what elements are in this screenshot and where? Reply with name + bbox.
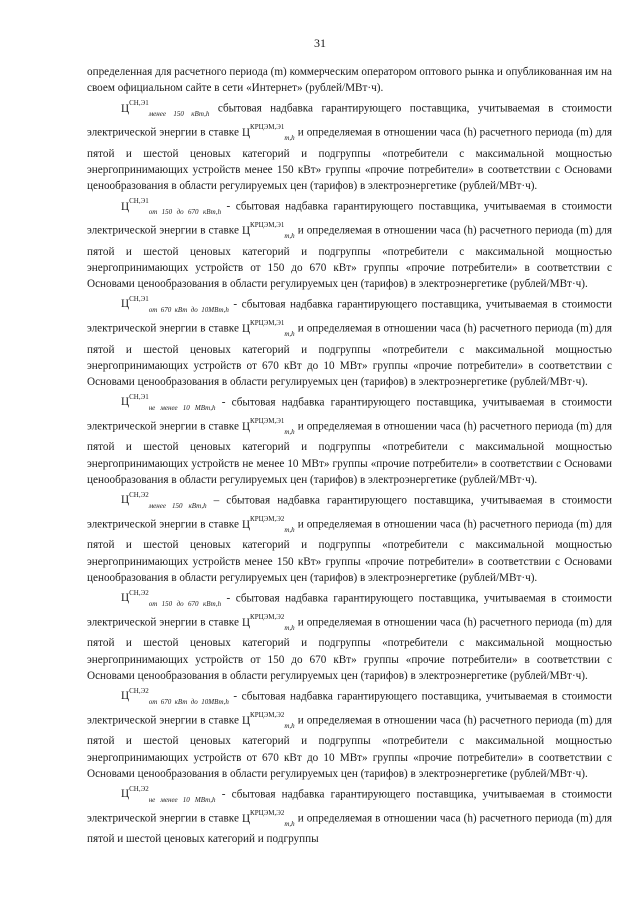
symbol-superscript: КРЦЭМ,Э1	[250, 319, 285, 328]
definition-lead-text: сбытовая надбавка гарантирующего поставщика, учитываемая в стоимости электрической энергии в ставке	[87, 102, 612, 139]
symbol-superscript: СН,Э1	[129, 196, 149, 205]
symbol-subscript: от 670 кВт до 10МВт,h	[148, 697, 229, 706]
symbol-letter: Ц	[241, 420, 251, 433]
symbol-superscript: СН,Э1	[129, 294, 149, 303]
symbol-subscript: менее 150 кВт,h	[148, 501, 207, 510]
symbol-letter: Ц	[121, 592, 130, 605]
intro-paragraph: определенная для расчетного периода (m) коммерческим оператором оптового рынка и опубликованная им на своем официальном сайте в сети «Интернет» (рублей/МВт·ч).	[87, 66, 612, 95]
definition-paragraph	[87, 783, 612, 848]
symbol-letter: Ц	[241, 812, 251, 825]
rate-symbol	[241, 613, 295, 632]
symbol-subscript: не менее 10 МВт,h	[148, 795, 216, 804]
symbol-superscript: СН,Э2	[129, 686, 149, 695]
rate-symbol	[241, 123, 295, 143]
markup-symbol	[121, 784, 216, 804]
markup-symbol	[121, 392, 216, 412]
symbol-subscript: m,h	[284, 819, 295, 828]
rate-symbol	[241, 221, 295, 241]
page-number: 31	[314, 36, 326, 50]
markup-symbol	[121, 588, 222, 608]
symbol-subscript: m,h	[284, 428, 295, 437]
rate-symbol	[241, 417, 295, 437]
definition-lead-text: - сбытовая надбавка гарантирующего поставщика, учитываемая в стоимости электрической энергии в ставке	[87, 396, 613, 433]
definition-tail-text: и определяемая в отношении часа (h) расчетного периода (m) для пятой и шестой ценовых категорий и подгруппы «потребители с максимальной мощностью энергопринимающих устройств от 150 до 670 кВт» группы «прочие потребители» в соответствии с Основами ценообразования в области регулируемых цен (тарифов) в электроэнергетике (рублей/МВт·ч).	[87, 616, 612, 683]
definition-lead-text: - сбытовая надбавка гарантирующего поставщика, учитываемая в стоимости электрической энергии в ставке	[87, 788, 613, 825]
markup-symbol	[121, 294, 229, 314]
symbol-superscript: КРЦЭМ,Э2	[250, 808, 285, 817]
symbol-letter: Ц	[121, 298, 130, 311]
symbol-superscript: КРЦЭМ,Э1	[250, 417, 285, 426]
markup-symbol	[121, 196, 222, 216]
symbol-letter: Ц	[241, 518, 251, 531]
definition-paragraph	[87, 587, 612, 685]
definition-paragraph	[87, 97, 612, 195]
definition-tail-text: и определяемая в отношении часа (h) расчетного периода (m) для пятой и шестой ценовых категорий и подгруппы «потребители с максимальной мощностью энергопринимающих устройств менее 150 кВт» группы «прочие потребители» в соответствии с Основами ценообразования в области регулируемых цен (тарифов) в электроэнергетике (рублей/МВт·ч).	[87, 126, 612, 193]
symbol-superscript: СН,Э2	[129, 588, 149, 597]
symbol-subscript: m,h	[284, 721, 295, 730]
symbol-letter: Ц	[241, 224, 251, 237]
symbol-subscript: от 670 кВт до 10МВт,h	[148, 305, 229, 314]
symbol-superscript: КРЦЭМ,Э2	[250, 515, 285, 524]
rate-symbol	[241, 711, 295, 730]
definition-paragraph	[87, 195, 612, 293]
symbol-letter: Ц	[241, 616, 251, 629]
symbol-letter: Ц	[241, 714, 251, 727]
symbol-letter: Ц	[121, 396, 130, 409]
symbol-superscript: СН,Э1	[129, 392, 149, 401]
markup-symbol	[121, 98, 210, 118]
symbol-superscript: КРЦЭМ,Э1	[250, 221, 285, 230]
symbol-subscript: m,h	[284, 330, 295, 339]
symbol-letter: Ц	[121, 494, 130, 507]
symbol-superscript: КРЦЭМ,Э1	[250, 123, 285, 132]
definition-lead-text: - сбытовая надбавка гарантирующего поставщика, учитываемая в стоимости электрической энергии в ставке	[87, 200, 612, 237]
rate-symbol	[241, 319, 295, 339]
symbol-superscript: СН,Э1	[129, 98, 149, 107]
symbol-letter: Ц	[121, 200, 130, 213]
rate-symbol	[241, 515, 295, 535]
definition-paragraph	[87, 685, 612, 783]
symbol-letter: Ц	[121, 788, 130, 801]
markup-symbol	[121, 686, 229, 706]
symbol-letter: Ц	[241, 322, 251, 335]
symbol-superscript: КРЦЭМ,Э2	[250, 711, 285, 719]
symbol-subscript: m,h	[284, 232, 295, 241]
definition-tail-text: и определяемая в отношении часа (h) расчетного периода (m) для пятой и шестой ценовых категорий и подгруппы «потребители с максимальной мощностью энергопринимающих устройств от 150 до 670 кВт» группы «прочие потребители» в соответствии с Основами ценообразования в области регулируемых цен (тарифов) в электроэнергетике (рублей/МВт·ч).	[87, 224, 612, 291]
definition-paragraph	[87, 293, 612, 391]
definition-tail-text: и определяемая в отношении часа (h) расчетного периода (m) для пятой и шестой ценовых категорий и подгруппы	[87, 812, 612, 846]
symbol-subscript: m,h	[284, 526, 295, 535]
definition-lead-text: - сбытовая надбавка гарантирующего поставщика, учитываемая в стоимости электрической энергии в ставке	[87, 592, 612, 629]
definition-tail-text: и определяемая в отношении часа (h) расчетного периода (m) для пятой и шестой ценовых категорий и подгруппы «потребители с максимальной мощностью энергопринимающих устройств от 670 кВт до 10 МВт» группы «прочие потребители» в соответствии с Основами ценообразования в области регулируемых цен (тарифов) в электроэнергетике (рублей/МВт·ч).	[87, 322, 612, 389]
definition-lead-text: – сбытовая надбавка гарантирующего поставщика, учитываемая в стоимости электрической энергии в ставке	[87, 494, 612, 531]
symbol-subscript: от 150 до 670 кВт,h	[148, 599, 222, 608]
symbol-superscript: СН,Э2	[129, 784, 149, 793]
symbol-superscript: КРЦЭМ,Э2	[250, 613, 285, 622]
document-body	[87, 64, 612, 848]
definition-paragraph	[87, 391, 612, 489]
markup-symbol	[121, 490, 207, 510]
symbol-subscript: от 150 до 670 кВт,h	[148, 207, 222, 216]
symbol-superscript: СН,Э2	[129, 490, 149, 499]
definition-lead-text: - сбытовая надбавка гарантирующего поставщика, учитываемая в стоимости электрической энергии в ставке	[87, 298, 612, 335]
symbol-subscript: m,h	[284, 134, 295, 143]
rate-symbol	[241, 808, 295, 828]
symbol-subscript: менее 150 кВт,h	[148, 109, 210, 118]
definition-paragraph	[87, 489, 612, 587]
symbol-letter: Ц	[121, 690, 130, 703]
symbol-subscript: m,h	[284, 624, 295, 632]
symbol-letter: Ц	[121, 102, 130, 115]
symbol-letter: Ц	[241, 126, 251, 139]
symbol-subscript: не менее 10 МВт,h	[148, 403, 216, 412]
definition-tail-text: и определяемая в отношении часа (h) расчетного периода (m) для пятой и шестой ценовых категорий и подгруппы «потребители с максимальной мощностью энергопринимающих устройств не менее 10 МВт» группы «прочие потребители» в соответствии с Основами ценообразования в области регулируемых цен (тарифов) в электроэнергетике (рублей/МВт·ч).	[87, 420, 612, 487]
definition-tail-text: и определяемая в отношении часа (h) расчетного периода (m) для пятой и шестой ценовых категорий и подгруппы «потребители с максимальной мощностью энергопринимающих устройств менее 150 кВт» группы «прочие потребители» в соответствии с Основами ценообразования в области регулируемых цен (тарифов) в электроэнергетике (рублей/МВт·ч).	[87, 518, 612, 585]
definition-tail-text: и определяемая в отношении часа (h) расчетного периода (m) для пятой и шестой ценовых категорий и подгруппы «потребители с максимальной мощностью энергопринимающих устройств от 670 кВт до 10 МВт» группы «прочие потребители» в соответствии с Основами ценообразования в области регулируемых цен (тарифов) в электроэнергетике (рублей/МВт·ч).	[87, 714, 612, 781]
definition-lead-text: - сбытовая надбавка гарантирующего поставщика, учитываемая в стоимости электрической энергии в ставке	[87, 690, 612, 727]
